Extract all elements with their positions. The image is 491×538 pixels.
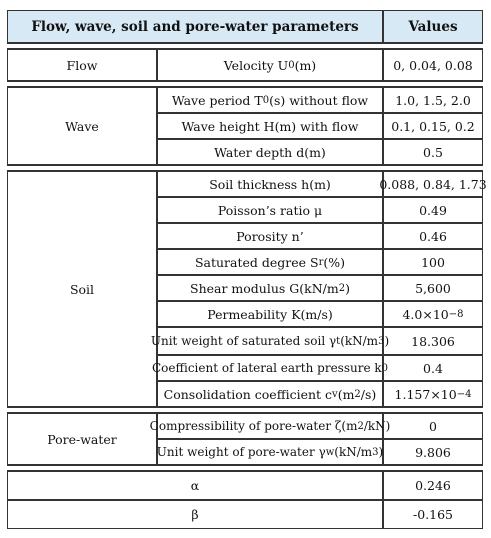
value-permeability: 4.0×10 −8 xyxy=(383,301,483,327)
param-velocity: Velocity U 0 (m) xyxy=(157,49,383,81)
value-alpha: 0.246 xyxy=(383,471,483,500)
param-soil-thickness: Soil thickness h(m) xyxy=(157,171,383,197)
param-unit-weight-soil: Unit weight of saturated soil γ t (kN/m 3 ) xyxy=(157,327,383,355)
value-wave-period: 1.0, 1.5, 2.0 xyxy=(383,87,483,113)
value-wave-height: 0.1, 0.15, 0.2 xyxy=(383,113,483,139)
param-permeability: Permeability K(m/s) xyxy=(157,301,383,327)
group-wave: Wave xyxy=(7,87,157,165)
param-poisson-ratio: Poisson’s ratio μ xyxy=(157,197,383,223)
param-alpha: α xyxy=(7,471,383,500)
value-poisson-ratio: 0.49 xyxy=(383,197,483,223)
header-row xyxy=(7,10,483,43)
value-compressibility: 0 xyxy=(383,413,483,439)
value-unit-weight-porewater: 9.806 xyxy=(383,439,483,465)
param-lateral-earth-pressure: Coefficient of lateral earth pressure k 0 xyxy=(157,355,383,381)
soil-row xyxy=(7,327,483,355)
porewater-row xyxy=(7,439,483,465)
flow-row xyxy=(7,49,483,81)
value-saturated-degree: 100 xyxy=(383,249,483,275)
value-beta: -0.165 xyxy=(383,500,483,529)
param-unit-weight-porewater: Unit weight of pore-water γ w (kN/m 3 ) xyxy=(157,439,383,465)
soil-row xyxy=(7,249,483,275)
param-wave-height: Wave height H(m) with flow xyxy=(157,113,383,139)
value-unit-weight-soil: 18.306 xyxy=(383,327,483,355)
param-shear-modulus: Shear modulus G(kN/m 2 ) xyxy=(157,275,383,301)
wave-row-depth xyxy=(7,139,483,165)
param-compressibility: Compressibility of pore-water ζ(m 2 /kN) xyxy=(157,413,383,439)
value-shear-modulus: 5,600 xyxy=(383,275,483,301)
value-consolidation-coefficient: 1.157×10 −4 xyxy=(383,381,483,407)
soil-row xyxy=(7,355,483,381)
soil-row xyxy=(7,301,483,327)
param-saturated-degree: Saturated degree S r (%) xyxy=(157,249,383,275)
soil-row xyxy=(7,275,483,301)
value-velocity: 0, 0.04, 0.08 xyxy=(383,49,483,81)
header-param: Flow, wave, soil and pore-water parameters xyxy=(7,10,383,43)
param-consolidation-coefficient: Consolidation coefficient c v (m 2 /s) xyxy=(157,381,383,407)
soil-row xyxy=(7,381,483,407)
value-water-depth: 0.5 xyxy=(383,139,483,165)
porewater-row xyxy=(7,413,483,439)
group-flow: Flow xyxy=(7,49,157,81)
beta-row xyxy=(7,500,483,529)
param-wave-period: Wave period T 0 (s) without flow xyxy=(157,87,383,113)
value-soil-thickness: 0.088, 0.84, 1.73 xyxy=(383,171,483,197)
wave-row-period xyxy=(7,87,483,113)
soil-row xyxy=(7,171,487,197)
param-water-depth: Water depth d(m) xyxy=(157,139,383,165)
soil-row xyxy=(7,197,483,223)
param-porosity: Porosity n’ xyxy=(157,223,383,249)
group-porewater: Pore-water xyxy=(7,413,157,465)
group-soil: Soil xyxy=(7,171,157,407)
value-porosity: 0.46 xyxy=(383,223,483,249)
soil-row xyxy=(7,223,483,249)
wave-row-height xyxy=(7,113,483,139)
header-values: Values xyxy=(383,10,483,43)
value-lateral-earth-pressure: 0.4 xyxy=(383,355,483,381)
alpha-row xyxy=(7,471,483,500)
param-beta: β xyxy=(7,500,383,529)
